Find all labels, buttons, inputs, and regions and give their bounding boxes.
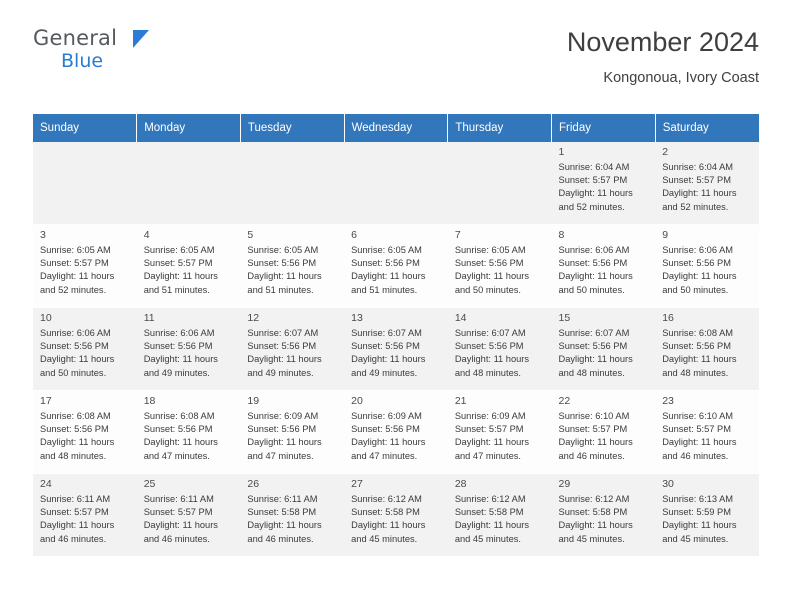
calendar-day-cell[interactable] [448, 391, 552, 474]
calendar-day-cell-empty [137, 142, 241, 225]
day-info-line: Sunrise: 6:04 AM [558, 162, 630, 172]
day-number [351, 145, 442, 158]
day-info-line: Daylight: 11 hours [40, 271, 115, 282]
day-info-line: Daylight: 11 hours [662, 271, 737, 282]
calendar-day-cell-empty [448, 142, 552, 225]
day-info-line: Sunset: 5:56 PM [454, 341, 524, 352]
logo[interactable] [33, 28, 163, 71]
day-info-line: Sunset: 5:57 PM [454, 424, 524, 435]
day-info-line: Sunrise: 6:07 AM [454, 328, 526, 338]
day-info-line: Sunset: 5:56 PM [143, 341, 213, 352]
day-info-line: Sunrise: 6:06 AM [558, 245, 630, 255]
day-info-line: Daylight: 11 hours [247, 271, 322, 282]
calendar-day-cell[interactable] [240, 225, 344, 308]
day-info-line: Sunrise: 6:11 AM [247, 494, 318, 504]
day-sun-info [144, 493, 235, 546]
calendar-day-cell[interactable] [655, 142, 759, 225]
day-info-line: and 52 minutes. [40, 284, 107, 295]
day-info-line: and 46 minutes. [40, 533, 107, 544]
day-number: 2 [662, 146, 669, 158]
day-number: 4 [143, 229, 150, 241]
weekday-header-wednesday: Wednesday [344, 114, 448, 142]
day-info-line: Sunrise: 6:06 AM [143, 328, 215, 338]
day-number: 12 [247, 312, 260, 324]
day-info-line: Daylight: 11 hours [143, 520, 218, 531]
calendar-day-cell[interactable] [448, 225, 552, 308]
day-info-line: Sunset: 5:57 PM [40, 507, 109, 518]
day-sun-info [455, 493, 546, 546]
day-info-line: and 45 minutes. [662, 533, 729, 544]
calendar-table [33, 114, 759, 557]
day-info-line: and 50 minutes. [454, 284, 521, 295]
day-info-line: Sunset: 5:56 PM [662, 258, 731, 269]
day-sun-info [455, 327, 546, 380]
day-info-line: and 48 minutes. [662, 367, 729, 378]
day-info-line: Daylight: 11 hours [662, 354, 737, 365]
day-info-line: Sunset: 5:56 PM [454, 258, 524, 269]
day-sun-info [144, 410, 235, 463]
page-header [33, 0, 759, 98]
day-info-line: Daylight: 11 hours [40, 437, 115, 448]
day-number: 8 [558, 229, 565, 241]
day-number: 17 [40, 395, 52, 407]
day-info-line: Sunrise: 6:08 AM [40, 411, 111, 421]
day-number [455, 145, 546, 158]
day-sun-info [351, 493, 442, 546]
calendar-day-cell[interactable] [33, 308, 137, 391]
day-info-line: Sunset: 5:57 PM [558, 175, 628, 186]
day-sun-info [662, 410, 753, 463]
day-info-line: Daylight: 11 hours [558, 354, 633, 365]
day-number: 20 [351, 395, 363, 407]
day-info-line: Sunset: 5:56 PM [40, 424, 109, 435]
day-info-line: Sunset: 5:57 PM [662, 175, 731, 186]
page-title: November 2024 [566, 27, 759, 57]
day-info-line: Sunset: 5:59 PM [662, 507, 731, 518]
day-info-line: Sunset: 5:57 PM [143, 507, 213, 518]
day-info-line: Sunrise: 6:08 AM [143, 411, 215, 421]
day-number: 28 [454, 478, 467, 490]
day-info-line: Sunrise: 6:12 AM [351, 494, 422, 504]
day-info-line: and 48 minutes. [454, 367, 521, 378]
calendar-day-cell[interactable] [137, 308, 241, 391]
day-sun-info [559, 161, 650, 214]
day-info-line: Daylight: 11 hours [40, 354, 115, 365]
day-sun-info [247, 493, 338, 546]
calendar-day-cell[interactable] [448, 474, 552, 557]
day-info-line: and 47 minutes. [454, 450, 521, 461]
day-number [144, 145, 235, 158]
day-info-line: and 46 minutes. [662, 450, 729, 461]
calendar-day-cell[interactable] [552, 391, 656, 474]
flag-icon [133, 30, 149, 48]
day-info-line: Sunrise: 6:05 AM [40, 245, 111, 255]
day-info-line: Daylight: 11 hours [351, 271, 426, 282]
day-info-line: Sunrise: 6:04 AM [662, 162, 734, 172]
day-info-line: Daylight: 11 hours [558, 271, 633, 282]
day-number: 26 [247, 478, 260, 490]
day-info-line: Sunset: 5:56 PM [558, 341, 628, 352]
day-info-line: Sunrise: 6:06 AM [40, 328, 111, 338]
day-number: 5 [247, 229, 254, 241]
day-sun-info [455, 244, 546, 297]
day-info-line: Sunrise: 6:09 AM [454, 411, 526, 421]
day-sun-info [144, 327, 235, 380]
day-info-line: Sunset: 5:56 PM [247, 341, 317, 352]
calendar-day-cell[interactable] [137, 391, 241, 474]
calendar-week-row [33, 391, 759, 474]
day-info-line: and 45 minutes. [558, 533, 625, 544]
day-info-line: and 49 minutes. [351, 367, 418, 378]
day-sun-info [247, 327, 338, 380]
calendar-day-cell[interactable] [33, 225, 137, 308]
page-subtitle: Kongonoua, Ivory Coast [603, 70, 759, 87]
day-info-line: Sunset: 5:56 PM [662, 341, 731, 352]
day-info-line: and 45 minutes. [351, 533, 418, 544]
day-number: 29 [558, 478, 571, 490]
day-info-line: Sunset: 5:56 PM [247, 258, 317, 269]
calendar-day-cell[interactable] [33, 391, 137, 474]
day-number: 11 [143, 312, 155, 324]
day-sun-info [144, 244, 235, 297]
day-info-line: Sunset: 5:57 PM [558, 424, 628, 435]
day-info-line: Sunrise: 6:05 AM [454, 245, 526, 255]
day-sun-info [455, 410, 546, 463]
weekday-header-tuesday: Tuesday [240, 114, 344, 142]
day-info-line: Daylight: 11 hours [247, 437, 322, 448]
day-number: 9 [662, 229, 669, 241]
day-info-line: and 50 minutes. [662, 284, 729, 295]
day-info-line: Sunrise: 6:07 AM [351, 328, 422, 338]
day-number: 14 [454, 312, 467, 324]
day-info-line: Sunrise: 6:09 AM [351, 411, 422, 421]
day-info-line: Daylight: 11 hours [351, 520, 426, 531]
day-info-line: and 52 minutes. [662, 201, 729, 212]
day-info-line: Sunrise: 6:06 AM [662, 245, 734, 255]
day-info-line: and 46 minutes. [558, 450, 625, 461]
day-info-line: Sunrise: 6:12 AM [558, 494, 630, 504]
day-info-line: and 47 minutes. [247, 450, 314, 461]
calendar-week-row [33, 308, 759, 391]
day-info-line: Sunset: 5:57 PM [662, 424, 731, 435]
day-number: 21 [454, 395, 467, 407]
day-info-line: Sunrise: 6:12 AM [454, 494, 526, 504]
calendar-day-cell-empty [33, 142, 137, 225]
day-number: 1 [558, 146, 565, 158]
day-info-line: and 47 minutes. [143, 450, 210, 461]
calendar-day-cell[interactable] [655, 474, 759, 557]
calendar-day-cell[interactable] [655, 391, 759, 474]
day-number: 3 [40, 229, 46, 241]
day-sun-info [247, 244, 338, 297]
day-number: 6 [351, 229, 357, 241]
calendar-day-cell[interactable] [33, 474, 137, 557]
day-info-line: and 48 minutes. [40, 450, 107, 461]
day-sun-info [40, 327, 131, 380]
calendar-day-cell-empty [344, 142, 448, 225]
day-info-line: Sunrise: 6:10 AM [662, 411, 734, 421]
day-info-line: and 46 minutes. [247, 533, 314, 544]
day-info-line: Sunset: 5:58 PM [247, 507, 317, 518]
day-info-line: Daylight: 11 hours [558, 188, 633, 199]
day-number: 25 [143, 478, 156, 490]
day-sun-info [559, 327, 650, 380]
day-info-line: Daylight: 11 hours [351, 437, 426, 448]
day-number: 22 [558, 395, 571, 407]
day-info-line: Sunrise: 6:13 AM [662, 494, 734, 504]
calendar-day-cell[interactable] [240, 474, 344, 557]
day-info-line: Sunset: 5:57 PM [40, 258, 109, 269]
day-info-line: Sunrise: 6:11 AM [40, 494, 111, 504]
day-number: 19 [247, 395, 260, 407]
calendar-day-cell[interactable] [240, 308, 344, 391]
day-info-line: Sunset: 5:57 PM [143, 258, 213, 269]
calendar-body [33, 142, 759, 557]
day-info-line: Daylight: 11 hours [558, 437, 633, 448]
day-info-line: Daylight: 11 hours [143, 354, 218, 365]
day-info-line: Sunrise: 6:10 AM [558, 411, 630, 421]
calendar-week-row [33, 142, 759, 225]
calendar-day-cell-empty [240, 142, 344, 225]
day-info-line: Sunset: 5:56 PM [351, 424, 420, 435]
calendar-week-row [33, 474, 759, 557]
day-sun-info [40, 410, 131, 463]
day-sun-info [559, 410, 650, 463]
weekday-header-row [33, 114, 759, 142]
calendar-day-cell[interactable] [344, 308, 448, 391]
day-info-line: and 51 minutes. [351, 284, 418, 295]
day-info-line: Sunrise: 6:08 AM [662, 328, 734, 338]
day-number: 16 [662, 312, 674, 324]
calendar-day-cell[interactable] [552, 225, 656, 308]
day-info-line: Sunset: 5:56 PM [143, 424, 213, 435]
day-sun-info [662, 327, 753, 380]
day-info-line: Sunset: 5:58 PM [351, 507, 420, 518]
day-info-line: Daylight: 11 hours [40, 520, 115, 531]
day-number: 18 [143, 395, 156, 407]
day-info-line: Sunset: 5:56 PM [351, 258, 420, 269]
day-number: 23 [662, 395, 674, 407]
logo-text-blue: Blue [61, 50, 104, 72]
day-info-line: and 51 minutes. [143, 284, 210, 295]
day-info-line: and 47 minutes. [351, 450, 418, 461]
calendar-day-cell[interactable] [655, 225, 759, 308]
day-info-line: and 52 minutes. [558, 201, 625, 212]
day-info-line: Daylight: 11 hours [662, 188, 737, 199]
day-info-line: Daylight: 11 hours [351, 354, 426, 365]
logo-text-general: General [33, 26, 118, 50]
calendar-day-cell[interactable] [552, 308, 656, 391]
day-number: 15 [558, 312, 571, 324]
day-number: 30 [662, 478, 674, 490]
day-number: 7 [454, 229, 461, 241]
day-info-line: Sunrise: 6:07 AM [247, 328, 319, 338]
day-info-line: and 45 minutes. [454, 533, 521, 544]
day-sun-info [351, 244, 442, 297]
day-info-line: Daylight: 11 hours [454, 520, 530, 531]
calendar-day-cell[interactable] [344, 391, 448, 474]
day-info-line: Daylight: 11 hours [454, 271, 530, 282]
calendar-day-cell[interactable] [137, 474, 241, 557]
day-number: 10 [40, 312, 52, 324]
day-number [247, 145, 338, 158]
day-info-line: Sunrise: 6:11 AM [143, 494, 214, 504]
calendar-day-cell[interactable] [344, 225, 448, 308]
day-info-line: Sunrise: 6:07 AM [558, 328, 630, 338]
day-info-line: Daylight: 11 hours [143, 437, 218, 448]
day-info-line: and 50 minutes. [558, 284, 625, 295]
day-number: 13 [351, 312, 363, 324]
day-info-line: Daylight: 11 hours [662, 437, 737, 448]
calendar-day-cell[interactable] [344, 474, 448, 557]
day-info-line: Daylight: 11 hours [143, 271, 218, 282]
day-number: 27 [351, 478, 363, 490]
calendar-day-cell[interactable] [137, 225, 241, 308]
day-info-line: Daylight: 11 hours [558, 520, 633, 531]
day-info-line: Sunset: 5:58 PM [454, 507, 524, 518]
day-info-line: Sunset: 5:58 PM [558, 507, 628, 518]
day-info-line: Sunrise: 6:05 AM [247, 245, 319, 255]
day-sun-info [559, 244, 650, 297]
day-info-line: Daylight: 11 hours [454, 354, 530, 365]
day-info-line: and 50 minutes. [40, 367, 107, 378]
day-info-line: Sunrise: 6:05 AM [351, 245, 422, 255]
calendar-day-cell[interactable] [552, 474, 656, 557]
day-info-line: Daylight: 11 hours [247, 354, 322, 365]
day-number [40, 145, 131, 158]
day-sun-info [662, 493, 753, 546]
day-info-line: and 49 minutes. [247, 367, 314, 378]
calendar-day-cell[interactable] [655, 308, 759, 391]
calendar-day-cell[interactable] [240, 391, 344, 474]
day-info-line: Sunrise: 6:09 AM [247, 411, 319, 421]
day-info-line: and 51 minutes. [247, 284, 314, 295]
day-info-line: Sunset: 5:56 PM [558, 258, 628, 269]
day-sun-info [351, 410, 442, 463]
day-sun-info [351, 327, 442, 380]
day-info-line: Daylight: 11 hours [662, 520, 737, 531]
day-sun-info [40, 493, 131, 546]
day-sun-info [662, 161, 753, 214]
day-info-line: Sunset: 5:56 PM [351, 341, 420, 352]
weekday-header-saturday: Saturday [655, 114, 759, 142]
day-info-line: Sunset: 5:56 PM [247, 424, 317, 435]
weekday-header-sunday: Sunday [33, 114, 137, 142]
day-info-line: Daylight: 11 hours [247, 520, 322, 531]
weekday-header-thursday: Thursday [448, 114, 552, 142]
day-info-line: Daylight: 11 hours [454, 437, 530, 448]
day-info-line: Sunset: 5:56 PM [40, 341, 109, 352]
day-sun-info [662, 244, 753, 297]
day-number: 24 [40, 478, 52, 490]
day-sun-info [559, 493, 650, 546]
weekday-header-friday: Friday [552, 114, 656, 142]
calendar-day-cell[interactable] [448, 308, 552, 391]
calendar-week-row [33, 225, 759, 308]
day-info-line: and 48 minutes. [558, 367, 625, 378]
day-info-line: and 46 minutes. [143, 533, 210, 544]
day-sun-info [40, 244, 131, 297]
title-block [567, 28, 759, 86]
day-info-line: Sunrise: 6:05 AM [143, 245, 215, 255]
day-info-line: and 49 minutes. [143, 367, 210, 378]
calendar-day-cell[interactable] [552, 142, 656, 225]
weekday-header-monday: Monday [137, 114, 241, 142]
day-sun-info [247, 410, 338, 463]
